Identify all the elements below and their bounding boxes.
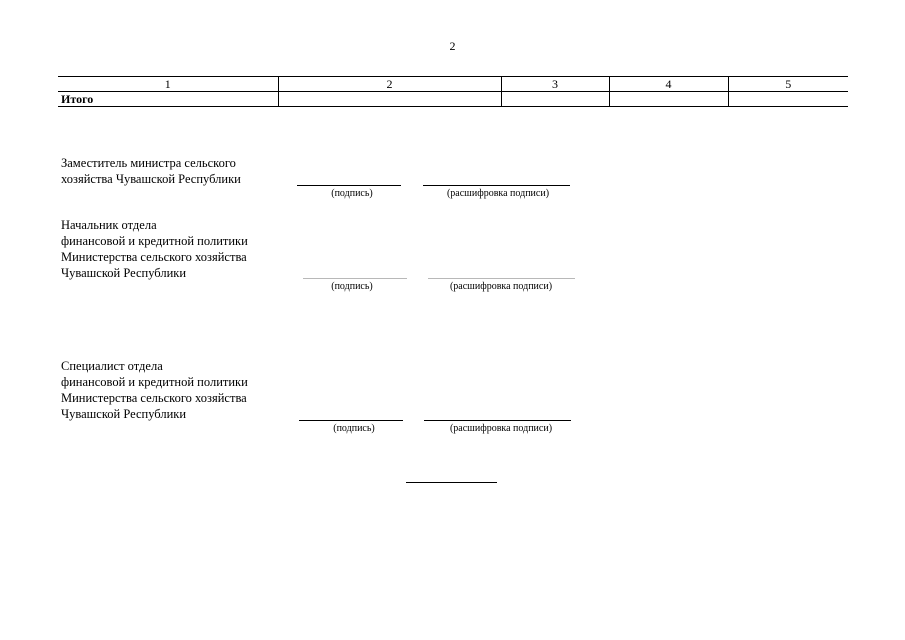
position-line: Чувашской Республики [61,266,187,280]
closing-divider [406,482,497,483]
total-cell-3 [501,92,609,107]
deputy-minister-position [61,155,241,187]
position-line: Чувашской Республики [61,407,187,421]
decoding-caption: (расшифровка подписи) [449,281,553,292]
position-line: Специалист отдела [61,359,163,373]
specialist-position [61,358,248,422]
table-header-cell-4: 4 [609,77,728,92]
table-header-cell-3: 3 [501,77,609,92]
summary-table [58,76,848,107]
table-total-row [58,92,848,107]
signature-line [303,278,407,279]
signature-line [299,420,403,421]
total-cell-2 [278,92,501,107]
position-line: Министерства сельского хозяйства [61,250,247,264]
table-header-cell-5: 5 [728,77,848,92]
table-header-cell-2: 2 [278,77,501,92]
department-head-position [61,217,248,281]
total-cell-5 [728,92,848,107]
decoding-caption: (расшифровка подписи) [449,423,553,434]
signature-caption: (подпись) [331,188,373,199]
position-line: хозяйства Чувашской Республики [61,172,241,186]
position-line: Министерства сельского хозяйства [61,391,247,405]
decoding-line [423,185,570,186]
total-cell-4 [609,92,728,107]
decoding-line [428,278,575,279]
position-line: Начальник отдела [61,218,157,232]
table-header-cell-1: 1 [58,77,278,92]
signature-caption: (подпись) [333,423,375,434]
page-number: 2 [449,39,456,53]
total-label: Итого [58,92,278,107]
signature-caption: (подпись) [331,281,373,292]
position-line: Заместитель министра сельского [61,156,236,170]
table-header-row [58,77,848,92]
position-line: финансовой и кредитной политики [61,375,248,389]
decoding-line [424,420,571,421]
signature-line [297,185,401,186]
decoding-caption: (расшифровка подписи) [446,188,550,199]
position-line: финансовой и кредитной политики [61,234,248,248]
